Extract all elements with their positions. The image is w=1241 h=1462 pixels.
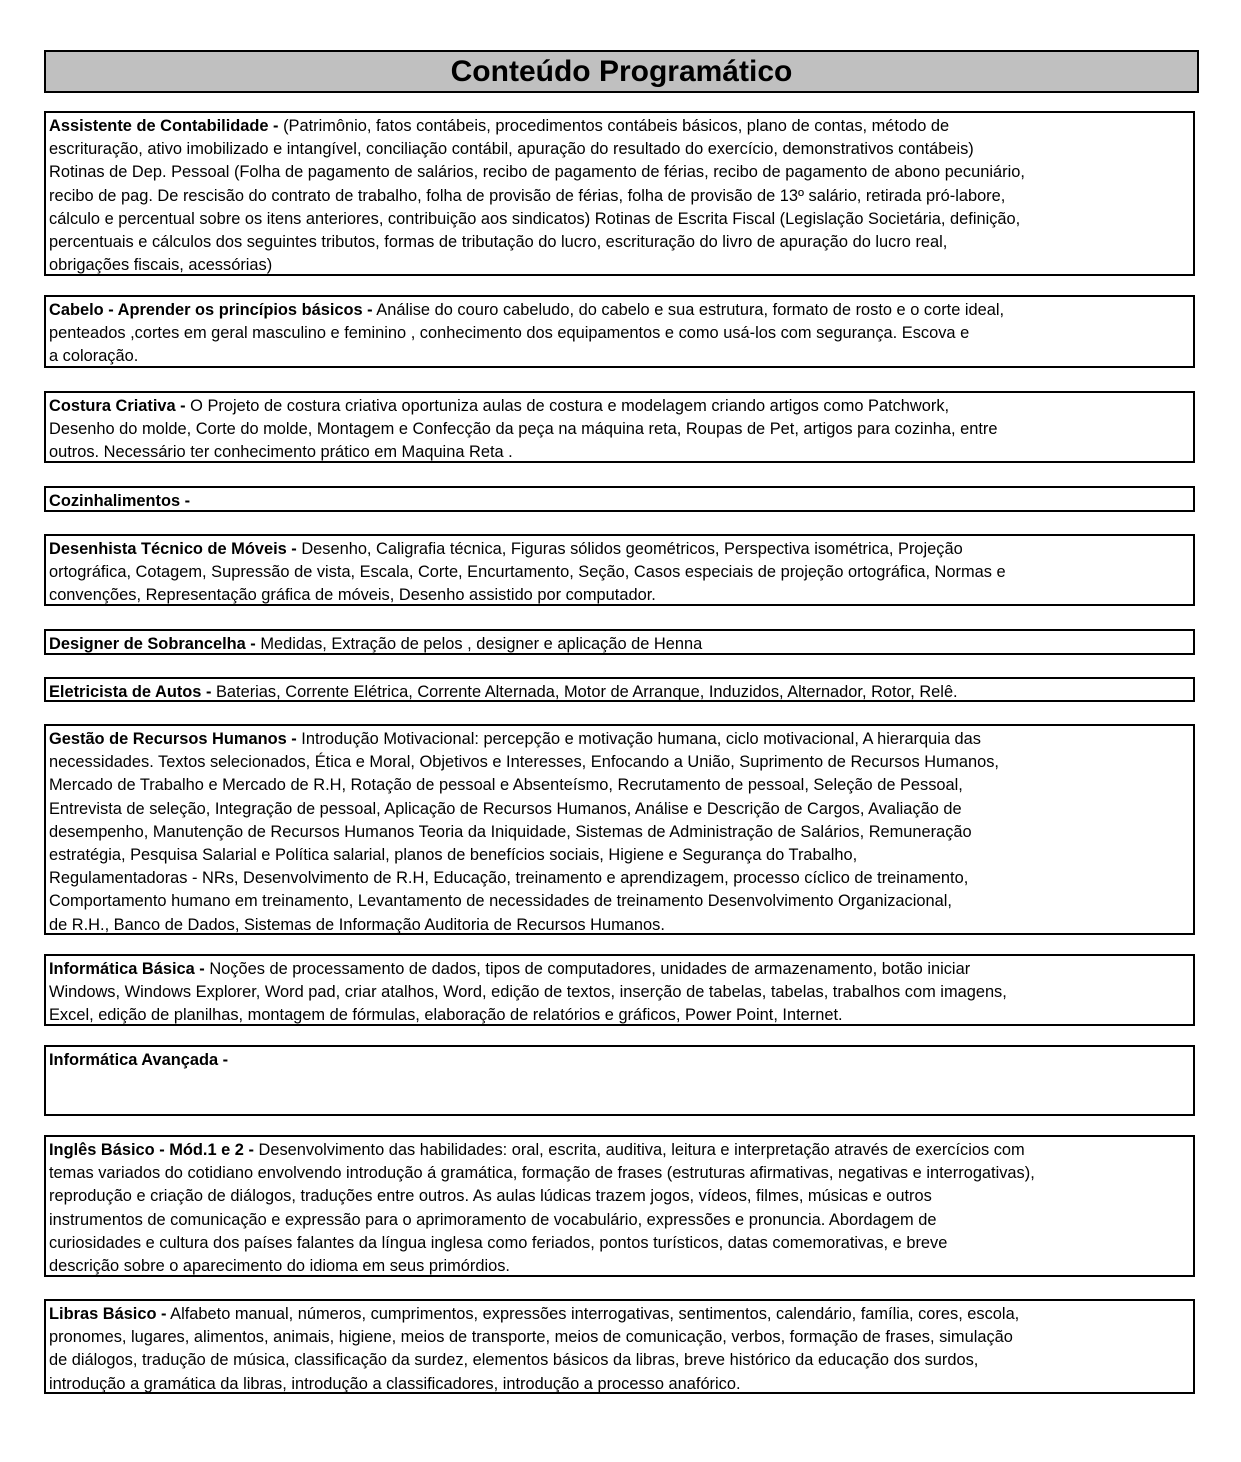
course-first-line — [49, 681, 1190, 702]
course-description-line: penteados ,cortes em geral masculino e feminino , conhecimento dos equipamentos e como usá-los com segurança. Escova e — [49, 324, 970, 343]
course-description-line: temas variados do cotidiano envolvendo introdução á gramática, formação de frases (estruturas afirmativas, negativas e interrogativas), — [49, 1164, 1035, 1183]
course-description-line: convenções, Representação gráfica de móveis, Desenho assistido por computador. — [49, 586, 656, 605]
course-informatica-avancada — [44, 1045, 1195, 1116]
course-first-line — [49, 1139, 1190, 1162]
course-informatica-basica — [44, 954, 1195, 1026]
course-description-line: Análise do couro cabeludo, do cabelo e sua estrutura, formato de rosto e o corte ideal, — [372, 301, 1005, 319]
course-description-line: Baterias, Corrente Elétrica, Corrente Alternada, Motor de Arranque, Induzidos, Alternador, Rotor, Relê. — [211, 683, 958, 701]
course-description-line: curiosidades e cultura dos países falantes da língua inglesa como feriados, pontos turísticos, datas comemorativas, e breve — [49, 1233, 948, 1252]
course-description-line: Noções de processamento de dados, tipos de computadores, unidades de armazenamento, botão iniciar — [204, 960, 971, 978]
course-description-line: desempenho, Manutenção de Recursos Humanos Teoria da Iniquidade, Sistemas de Administração de Salários, Remuneração — [49, 822, 972, 841]
course-first-line — [49, 1303, 1190, 1326]
course-description-line: instrumentos de comunicação e expressão para o aprimoramento de vocabulário, expressões e pronuncia. Abordagem de — [49, 1210, 937, 1229]
course-name: Designer de Sobrancelha - — [49, 635, 256, 653]
course-first-line — [49, 633, 1190, 655]
course-name: Assistente de Contabilidade - — [49, 117, 279, 135]
course-costura-criativa — [44, 391, 1195, 463]
course-description-line: necessidades. Textos selecionados, Ética e Moral, Objetivos e Interesses, Enfocando a União, Suprimento de Recursos Humanos, — [49, 753, 999, 772]
course-description-line: percentuais e cálculos dos seguintes tributos, formas de tributação do lucro, escrituração do livro de apuração do lucro real, — [49, 233, 948, 252]
course-name: Inglês Básico - Mód.1 e 2 - — [49, 1141, 254, 1159]
course-name: Desenhista Técnico de Móveis - — [49, 540, 297, 558]
course-first-line — [49, 728, 1190, 751]
course-name: Gestão de Recursos Humanos - — [49, 730, 297, 748]
course-name: Cozinhalimentos - — [49, 492, 191, 510]
course-description-line: escrituração, ativo imobilizado e intangível, conciliação contábil, apuração do resultado do exercício, demonstrativos contábeis) — [49, 140, 974, 159]
course-cozinhalimentos — [44, 486, 1195, 512]
course-description-line: Excel, edição de planilhas, montagem de fórmulas, elaboração de relatórios e gráficos, Power Point, Internet. — [49, 1006, 843, 1025]
course-name: Informática Básica - — [49, 960, 205, 978]
course-description-line: obrigações fiscais, acessórias) — [49, 256, 273, 275]
course-description-line: a coloração. — [49, 347, 139, 366]
course-first-line — [49, 490, 1190, 512]
course-description-line: Comportamento humano em treinamento, Levantamento de necessidades de treinamento Desenvolvimento Organizacional, — [49, 892, 952, 911]
course-name: Libras Básico - — [49, 1305, 167, 1323]
course-description-line: introdução a gramática da libras, introdução a classificadores, introdução a processo anafórico. — [49, 1374, 741, 1393]
course-description-line: pronomes, lugares, alimentos, animais, higiene, meios de transporte, meios de comunicação, verbos, formação de frases, simulação — [49, 1328, 1013, 1347]
course-description-line: de diálogos, tradução de música, classificação da surdez, elementos básicos da libras, breve histórico da educação dos surdos, — [49, 1351, 979, 1370]
course-description-line: Mercado de Trabalho e Mercado de R.H, Rotação de pessoal e Absenteísmo, Recrutamento de pessoal, Seleção de Pessoal, — [49, 776, 963, 795]
course-description-line: Regulamentadoras - NRs, Desenvolvimento de R.H, Educação, treinamento e aprendizagem, processo cíclico de treinamento, — [49, 869, 969, 888]
course-first-line — [49, 1049, 1190, 1072]
course-description-line: Rotinas de Dep. Pessoal (Folha de pagamento de salários, recibo de pagamento de férias, recibo de pagamento de abono pecuniário, — [49, 163, 1025, 182]
course-desenhista-tecnico-moveis — [44, 534, 1195, 606]
course-first-line — [49, 299, 1190, 322]
course-name: Costura Criativa - — [49, 397, 186, 415]
course-ingles-basico — [44, 1135, 1195, 1277]
course-first-line — [49, 538, 1190, 561]
course-first-line — [49, 115, 1190, 138]
course-description-line: Desenho do molde, Corte do molde, Montagem e Confecção da peça na máquina reta, Roupas de Pet, artigos para cozinha, entre — [49, 420, 998, 439]
course-gestao-recursos-humanos — [44, 724, 1195, 935]
course-first-line — [49, 395, 1190, 418]
course-description-line: (Patrimônio, fatos contábeis, procedimentos contábeis básicos, plano de contas, método de — [278, 117, 950, 135]
course-name: Eletricista de Autos - — [49, 683, 212, 701]
course-eletricista-autos — [44, 677, 1195, 702]
course-cabelo — [44, 295, 1195, 368]
course-description-line: Medidas, Extração de pelos , designer e aplicação de Henna — [255, 635, 703, 653]
course-description-line: ortográfica, Cotagem, Supressão de vista, Escala, Corte, Encurtamento, Seção, Casos especiais de projeção ortográfica, Normas e — [49, 563, 1006, 582]
course-description-line: Entrevista de seleção, Integração de pessoal, Aplicação de Recursos Humanos, Análise e Descrição de Cargos, Avaliação de — [49, 799, 962, 818]
course-description-line: Desenvolvimento das habilidades: oral, escrita, auditiva, leitura e interpretação através de exercícios com — [253, 1141, 1025, 1159]
course-name: Cabelo - Aprender os princípios básicos - — [49, 301, 373, 319]
page-title-box — [44, 50, 1199, 93]
course-description-line: Alfabeto manual, números, cumprimentos, expressões interrogativas, sentimentos, calendário, família, cores, escola, — [166, 1305, 1020, 1323]
course-description-line: cálculo e percentual sobre os itens anteriores, contribuição aos sindicatos) Rotinas de Escrita Fiscal (Legislação Societária, definição, — [49, 209, 1021, 228]
course-description-line: descrição sobre o aparecimento do idioma em seus primórdios. — [49, 1257, 510, 1276]
course-first-line — [49, 958, 1190, 981]
course-assistente-contabilidade — [44, 111, 1195, 276]
course-description-line: Windows, Windows Explorer, Word pad, criar atalhos, Word, edição de textos, inserção de tabelas, tabelas, trabalhos com imagens, — [49, 983, 1007, 1002]
course-description-line: recibo de pag. De rescisão do contrato de trabalho, folha de provisão de férias, folha de provisão de 13º salário, retirada pró-labore, — [49, 186, 1006, 205]
course-description-line: Introdução Motivacional: percepção e motivação humana, ciclo motivacional, A hierarquia das — [296, 730, 981, 748]
course-libras-basico — [44, 1299, 1195, 1394]
course-description-line: reprodução e criação de diálogos, traduções entre outros. As aulas lúdicas trazem jogos, vídeos, filmes, músicas e outros — [49, 1187, 932, 1206]
course-description-line: de R.H., Banco de Dados, Sistemas de Informação Auditoria de Recursos Humanos. — [49, 915, 665, 934]
page-title: Conteúdo Programático — [450, 54, 793, 88]
course-designer-sobrancelha — [44, 629, 1195, 655]
course-name: Informática Avançada - — [49, 1051, 229, 1069]
course-description-line: Desenho, Caligrafia técnica, Figuras sólidos geométricos, Perspectiva isométrica, Projeção — [296, 540, 963, 558]
course-description-line: estratégia, Pesquisa Salarial e Política salarial, planos de benefícios sociais, Higiene e Segurança do Trabalho, — [49, 846, 858, 865]
course-description-line: O Projeto de costura criativa oportuniza aulas de costura e modelagem criando artigos como Patchwork, — [185, 397, 950, 415]
course-description-line: outros. Necessário ter conhecimento prático em Maquina Reta . — [49, 443, 513, 462]
